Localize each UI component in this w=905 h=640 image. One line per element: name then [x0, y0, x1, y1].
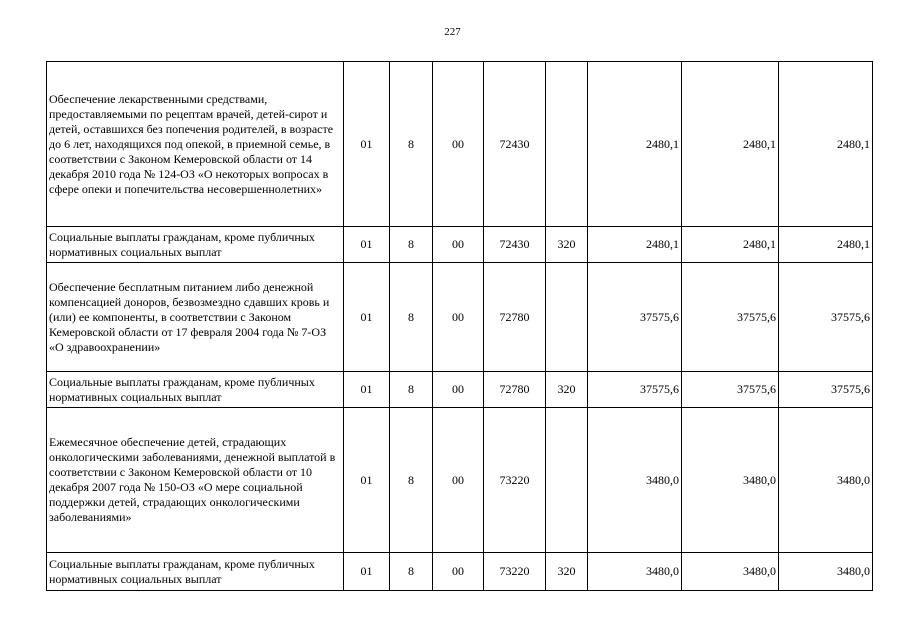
amount-year-2-cell: 3480,0 — [682, 408, 779, 553]
amount-year-2-cell: 2480,1 — [682, 227, 779, 263]
subprogram-code-cell: 8 — [390, 62, 433, 227]
expense-type-cell — [546, 263, 588, 372]
table-row — [47, 553, 873, 591]
amount-year-2-cell: 3480,0 — [682, 553, 779, 591]
row-name: Социальные выплаты гражданам, кроме публичных нормативных социальных выплат — [47, 372, 344, 408]
event-code-cell: 00 — [433, 553, 484, 591]
program-code-cell: 01 — [344, 408, 390, 553]
program-code-cell: 01 — [344, 263, 390, 372]
event-code-cell: 00 — [433, 263, 484, 372]
subprogram-code-cell: 8 — [390, 553, 433, 591]
event-code-cell: 00 — [433, 408, 484, 553]
table-row — [47, 263, 873, 372]
expense-type-cell: 320 — [546, 553, 588, 591]
amount-year-3-cell: 37575,6 — [779, 263, 873, 372]
direction-code-cell: 72430 — [484, 227, 546, 263]
program-code-cell: 01 — [344, 62, 390, 227]
amount-year-1-cell: 3480,0 — [588, 408, 682, 553]
event-code-cell: 00 — [433, 227, 484, 263]
page-number: 227 — [444, 26, 461, 38]
row-name: Социальные выплаты гражданам, кроме публичных нормативных социальных выплат — [47, 227, 344, 263]
event-code-cell: 00 — [433, 62, 484, 227]
row-name: Ежемесячное обеспечение детей, страдающих онкологическими заболеваниями, денежной выплатой в соответствии с Законом Кемеровской области от 10 декабря 2007 года № 150-ОЗ «О мере социальной поддержки детей, страдающих онкологическими заболеваниями» — [47, 408, 344, 553]
amount-year-2-cell: 2480,1 — [682, 62, 779, 227]
amount-year-1-cell: 2480,1 — [588, 227, 682, 263]
table-row — [47, 62, 873, 227]
amount-year-3-cell: 3480,0 — [779, 553, 873, 591]
subprogram-code-cell: 8 — [390, 408, 433, 553]
program-code-cell: 01 — [344, 372, 390, 408]
amount-year-1-cell: 37575,6 — [588, 372, 682, 408]
expense-type-cell — [546, 62, 588, 227]
row-name: Обеспечение бесплатным питанием либо денежной компенсацией доноров, безвозмездно сдавших кровь и (или) ее компоненты, в соответствии с Законом Кемеровской области от 17 февраля 2004 года № 7-ОЗ «О здравоохранении» — [47, 263, 344, 372]
event-code-cell: 00 — [433, 372, 484, 408]
direction-code-cell: 73220 — [484, 408, 546, 553]
program-code-cell: 01 — [344, 227, 390, 263]
amount-year-3-cell: 2480,1 — [779, 62, 873, 227]
direction-code-cell: 73220 — [484, 553, 546, 591]
direction-code-cell: 72780 — [484, 372, 546, 408]
direction-code-cell: 72780 — [484, 263, 546, 372]
amount-year-3-cell: 37575,6 — [779, 372, 873, 408]
subprogram-code-cell: 8 — [390, 263, 433, 372]
expense-type-cell: 320 — [546, 227, 588, 263]
amount-year-2-cell: 37575,6 — [682, 263, 779, 372]
expense-type-cell: 320 — [546, 372, 588, 408]
amount-year-3-cell: 3480,0 — [779, 408, 873, 553]
budget-table — [46, 61, 873, 591]
amount-year-1-cell: 2480,1 — [588, 62, 682, 227]
expense-type-cell — [546, 408, 588, 553]
table-row — [47, 408, 873, 553]
amount-year-3-cell: 2480,1 — [779, 227, 873, 263]
amount-year-2-cell: 37575,6 — [682, 372, 779, 408]
amount-year-1-cell: 3480,0 — [588, 553, 682, 591]
program-code-cell: 01 — [344, 553, 390, 591]
table-row — [47, 227, 873, 263]
row-name: Обеспечение лекарственными средствами, предоставляемыми по рецептам врачей, детей-сирот и детей, оставшихся без попечения родителей, в возрасте до 6 лет, находящихся под опекой, в приемной семье, в соответствии с Законом Кемеровской области от 14 декабря 2010 года № 124-ОЗ «О некоторых вопросах в сфере опеки и попечительства несовершеннолетних» — [47, 62, 344, 227]
amount-year-1-cell: 37575,6 — [588, 263, 682, 372]
row-name: Социальные выплаты гражданам, кроме публичных нормативных социальных выплат — [47, 553, 344, 591]
subprogram-code-cell: 8 — [390, 227, 433, 263]
direction-code-cell: 72430 — [484, 62, 546, 227]
subprogram-code-cell: 8 — [390, 372, 433, 408]
table-row — [47, 372, 873, 408]
